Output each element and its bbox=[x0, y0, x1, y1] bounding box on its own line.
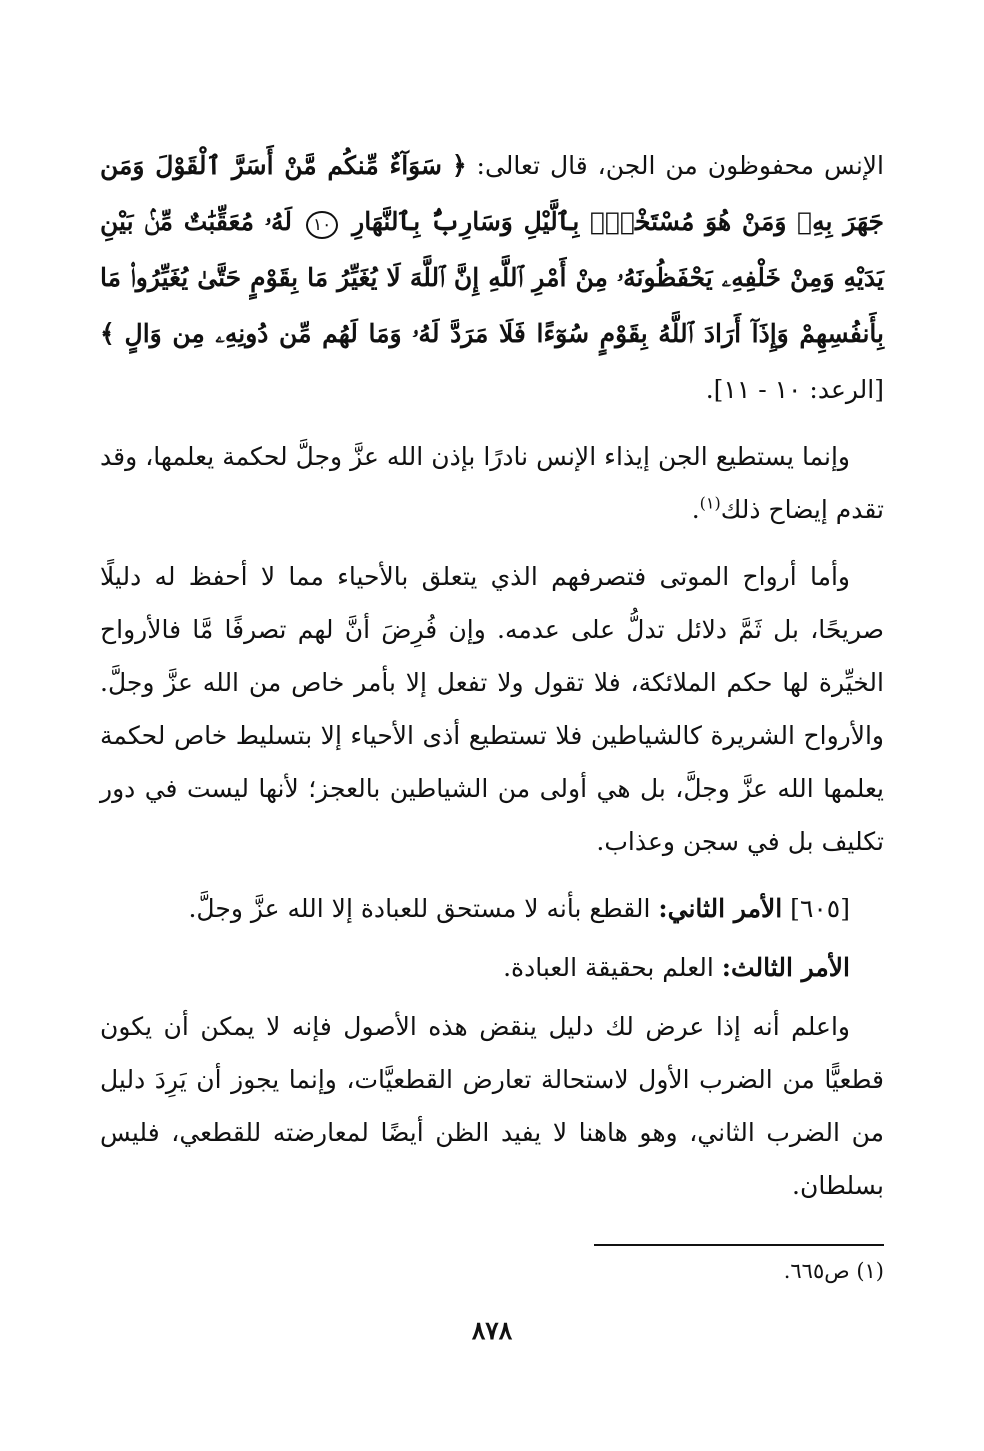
page-body bbox=[100, 138, 884, 1226]
second-matter-label: الأمر الثاني: bbox=[658, 894, 783, 923]
quran-verse-text-1: سَوَآءٌ مِّنكُم مَّنْ أَسَرَّ ٱلْقَوْلَ وَمَن جَهَرَ بِهِۦ وَمَنْ هُوَ مُسْتَخْفٍۭ بِٱلَّيْلِ وَسَارِبٌۢ بِٱلنَّهَارِ bbox=[100, 151, 884, 236]
footnote-text: ص٦٦٥. bbox=[783, 1259, 850, 1283]
third-matter-text: العلم بحقيقة العبادة. bbox=[503, 953, 714, 982]
paragraph-spirits: وأما أرواح الموتى فتصرفهم الذي يتعلق بالأحياء مما لا أحفظ له دليلًا صريحًا، بل ثَمَّ دلائل تدلُّ على عدمه. وإن فُرِضَ أنَّ لهم تصرفًا مَّا فالأرواح الخيِّرة لها حكم الملائكة، فلا تقول ولا تفعل إلا بأمر خاص من الله عزَّ وجلَّ. والأرواح الشريرة كالشياطين فلا تستطيع أذى الأحياء إلا بتسليط خاص لحكمة يعلمها الله عزَّ وجلَّ، بل هي أولى من الشياطين بالعجز؛ لأنها ليست في دور تكليف بل في سجن وعذاب. bbox=[100, 562, 884, 856]
third-matter-label: الأمر الثالث: bbox=[721, 953, 850, 982]
paragraph-jinn bbox=[100, 430, 884, 536]
quran-citation: [الرعد: ١٠ - ١١]. bbox=[705, 375, 884, 404]
third-matter-line bbox=[100, 941, 884, 994]
footnote bbox=[784, 1256, 884, 1286]
footnote-number: (١) bbox=[856, 1259, 884, 1283]
footnote-reference[interactable]: (١) bbox=[699, 493, 721, 513]
paragraph-jinn-text: وإنما يستطيع الجن إيذاء الإنس نادرًا بإذن الله عزَّ وجلَّ لحكمة يعلمها، وقد تقدم إيضاح ذلك bbox=[100, 442, 884, 524]
paragraph-jinn-end: . bbox=[691, 495, 700, 524]
paragraph-evidence: واعلم أنه إذا عرض لك دليل ينقض هذه الأصول فإنه لا يمكن أن يكون قطعيًّا من الضرب الأول لاستحالة تعارض القطعيَّات، وإنما يجوز أن يَرِدَ دليل من الضرب الثاني، وهو هاهنا لا يفيد الظن أيضًا لمعارضته للقطعي، فليس بسلطان. bbox=[100, 1012, 884, 1200]
quran-intro-text: الإنس محفوظون من الجن، قال تعالى: bbox=[476, 151, 884, 180]
quran-close-bracket: ﴾ bbox=[100, 319, 115, 348]
quran-quote-paragraph bbox=[100, 138, 884, 418]
section-number: [٦٠٥] bbox=[790, 894, 850, 923]
quran-verse-text-2: لَهُۥ مُعَقِّبَٰتٌ مِّنۢ بَيْنِ يَدَيْهِ وَمِنْ خَلْفِهِۦ يَحْفَظُونَهُۥ مِنْ أَمْرِ ٱللَّهِ إِنَّ ٱللَّهَ لَا يُغَيِّرُ مَا بِقَوْمٍ حَتَّىٰ يُغَيِّرُوا۟ مَا بِأَنفُسِهِمْ وَإِذَآ أَرَادَ ٱللَّهُ بِقَوْمٍ سُوٓءًا فَلَا مَرَدَّ لَهُۥ وَمَا لَهُم مِّن دُونِهِۦ مِن وَالٍ bbox=[100, 207, 885, 348]
ayah-number-marker: ١٠ bbox=[306, 211, 338, 239]
quran-open-bracket: ﴿ bbox=[451, 151, 467, 180]
second-matter-text: القطع بأنه لا مستحق للعبادة إلا الله عزَّ وجلَّ. bbox=[188, 894, 651, 923]
second-matter-line bbox=[100, 882, 884, 935]
page-number: ٨٧٨ bbox=[471, 1316, 513, 1345]
footnote-divider bbox=[594, 1244, 884, 1246]
